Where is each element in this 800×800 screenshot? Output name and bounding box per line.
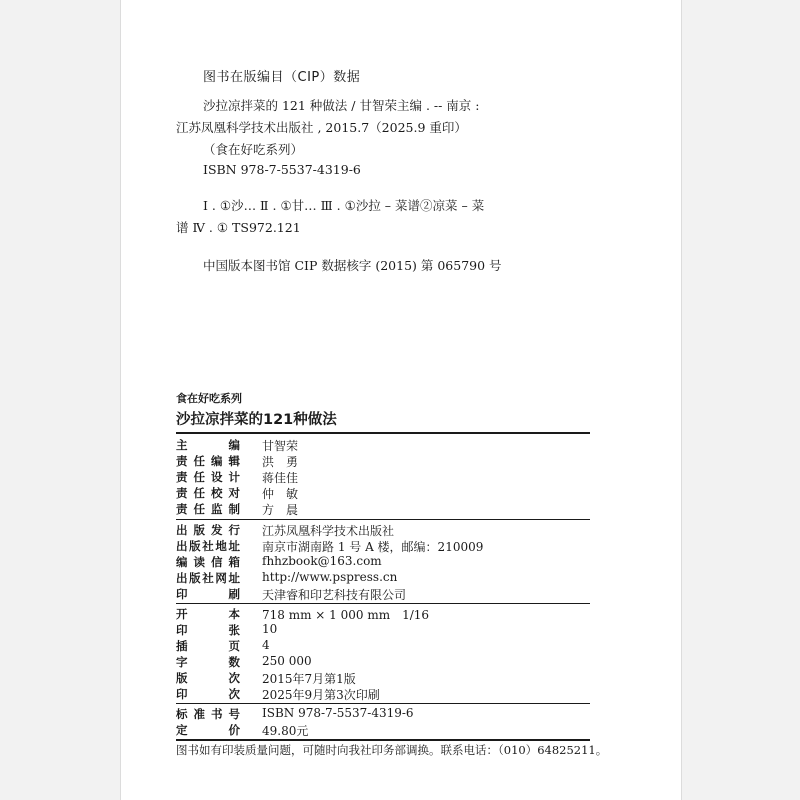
row-value: 方 晨 <box>262 503 299 517</box>
row-label: 责任校对 <box>176 486 240 500</box>
divider-top <box>176 432 590 434</box>
row-label: 责任监制 <box>176 502 240 516</box>
row-value: 仲 敏 <box>262 487 299 501</box>
row-value: 2015年7月第1版 <box>262 672 356 686</box>
row-value: 甘智荣 <box>262 439 299 453</box>
row-label: 印 张 <box>176 623 240 637</box>
cip-classification-line-2: 谱 Ⅳ . ① TS972.121 <box>176 220 301 235</box>
row-value: 250 000 <box>262 654 312 668</box>
row-label: 版 次 <box>176 671 240 685</box>
row-label: 标准书号 <box>176 707 240 721</box>
cip-publisher-line: 江苏凤凰科学技术出版社 , 2015.7（2025.9 重印） <box>176 120 467 135</box>
row-value: 蒋佳佳 <box>262 471 299 485</box>
divider-specs <box>176 703 590 704</box>
row-value: 南京市湖南路 1 号 A 楼，邮编：210009 <box>262 540 484 554</box>
row-value: 天津睿和印艺科技有限公司 <box>262 588 407 602</box>
footer-note: 图书如有印装质量问题，可随时向我社印务部调换。联系电话：（010）64825211。 <box>176 743 608 757</box>
row-label: 字 数 <box>176 655 240 669</box>
row-value: 10 <box>262 622 278 636</box>
row-value: 49.80元 <box>262 724 309 738</box>
row-value: 洪 勇 <box>262 455 299 469</box>
divider-publisher <box>176 603 590 604</box>
row-label: 印 刷 <box>176 587 240 601</box>
row-value: 江苏凤凰科学技术出版社 <box>262 524 395 538</box>
book-title: 沙拉凉拌菜的121种做法 <box>176 412 337 428</box>
cip-heading: 图书在版编目（CIP）数据 <box>203 70 361 85</box>
row-value: fhhzbook@163.com <box>262 554 382 568</box>
row-value: http://www.pspress.cn <box>262 570 398 584</box>
row-label: 责任编辑 <box>176 454 240 468</box>
row-label: 出版发行 <box>176 523 240 537</box>
cip-series-line: （食在好吃系列） <box>203 142 304 157</box>
cip-record-number: 中国版本图书馆 CIP 数据核字 (2015) 第 065790 号 <box>203 258 502 273</box>
row-label: 定 价 <box>176 723 240 737</box>
row-label: 出版社网址 <box>176 571 240 585</box>
cip-title-line: 沙拉凉拌菜的 121 种做法 / 甘智荣主编 . -- 南京 : <box>203 98 480 113</box>
series-title: 食在好吃系列 <box>176 392 242 405</box>
divider-staff <box>176 519 590 520</box>
row-label: 责任设计 <box>176 470 240 484</box>
row-label: 插 页 <box>176 639 240 653</box>
row-value: 4 <box>262 638 270 652</box>
cip-isbn-line: ISBN 978-7-5537-4319-6 <box>203 162 361 177</box>
divider-bottom <box>176 739 590 741</box>
cip-classification-line-1: Ⅰ . ①沙… Ⅱ . ①甘… Ⅲ . ①沙拉 – 菜谱②凉菜 – 菜 <box>203 198 485 213</box>
row-value: 2025年9月第3次印刷 <box>262 688 380 702</box>
row-label: 出版社地址 <box>176 539 240 553</box>
row-label: 印 次 <box>176 687 240 701</box>
row-value: 718 mm × 1 000 mm 1/16 <box>262 608 430 622</box>
row-value: ISBN 978-7-5537-4319-6 <box>262 706 414 720</box>
row-label: 编读信箱 <box>176 555 240 569</box>
row-label: 开 本 <box>176 607 240 621</box>
row-label: 主 编 <box>176 438 240 452</box>
